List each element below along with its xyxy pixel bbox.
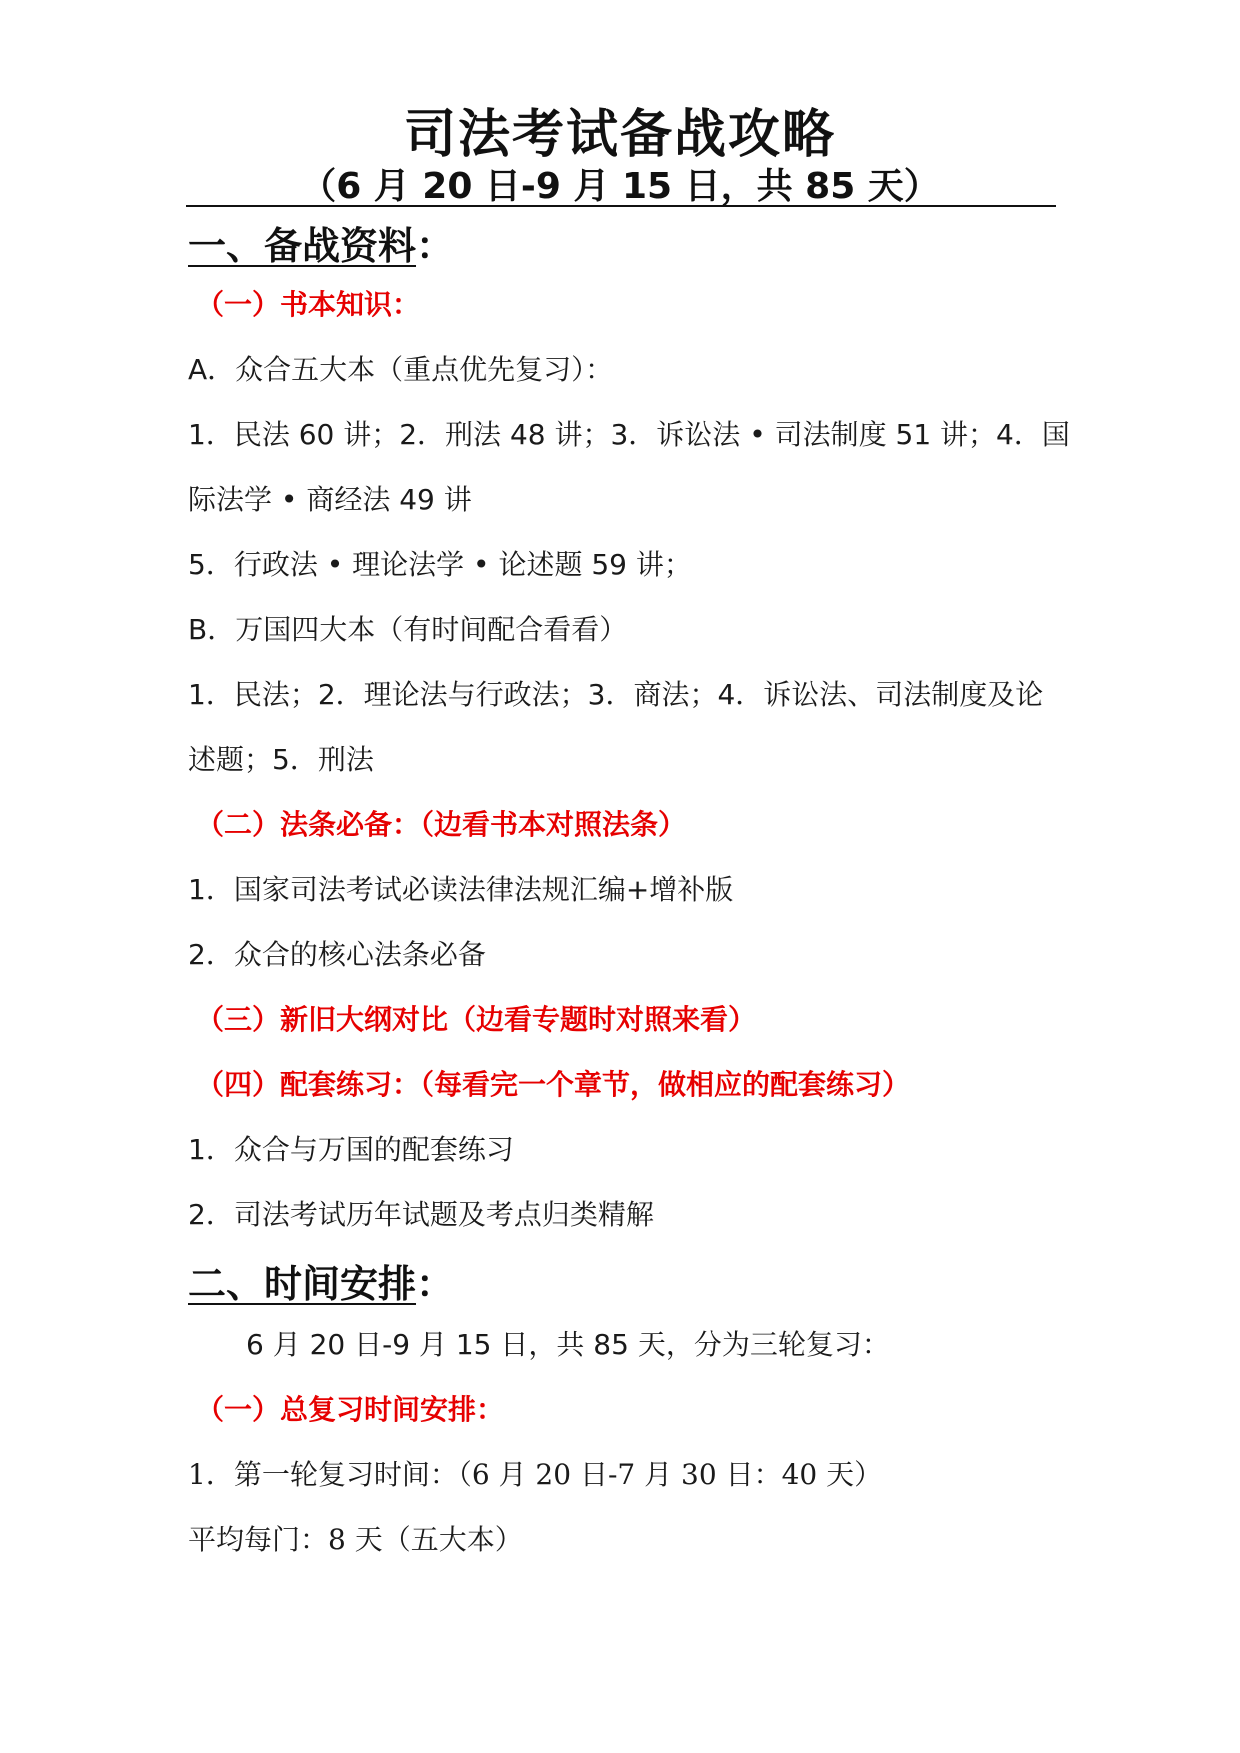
subheading-statutes: （二）法条必备：（边看书本对照法条） [196,808,687,841]
list-item: 平均每门：8 天（五大本） [188,1523,523,1556]
list-item: 1．第一轮复习时间：（6 月 20 日-7 月 30 日：40 天） [188,1458,883,1491]
subheading-overall-schedule: （一）总复习时间安排： [196,1393,505,1426]
subheading-exercises: （四）配套练习：（每看完一个章节，做相应的配套练习） [196,1068,911,1101]
list-item: 1．民法；2．理论法与行政法；3．商法；4．诉讼法、司法制度及论 [188,678,1044,711]
section-heading-1-text: 一、备战资料 [188,224,417,268]
subheading-syllabus: （三）新旧大纲对比（边看专题时对照来看） [196,1003,757,1036]
list-item: 1．国家司法考试必读法律法规汇编+增补版 [188,873,734,906]
subheading-books: （一）书本知识： [196,288,421,321]
list-item: 述题；5．刑法 [188,743,374,776]
section-heading-2-colon: ： [416,1262,455,1306]
page-title: 司法考试备战攻略 [403,105,836,165]
schedule-intro: 6 月 20 日-9 月 15 日，共 85 天，分为三轮复习： [246,1328,890,1361]
list-item: 际法学 • 商经法 49 讲 [188,483,472,516]
list-item: 2．司法考试历年试题及考点归类精解 [188,1198,654,1231]
list-item: 2．众合的核心法条必备 [188,938,486,971]
list-item: A．众合五大本（重点优先复习）： [188,353,614,386]
list-item: 1．众合与万国的配套练习 [188,1133,514,1166]
section-heading-1-colon: ： [416,224,455,268]
list-item: 1．民法 60 讲；2．刑法 48 讲；3．诉讼法 • 司法制度 51 讲；4．国 [188,418,1070,451]
section-heading-2 [188,1253,454,1308]
list-item: 5．行政法 • 理论法学 • 论述题 59 讲； [188,548,692,581]
page-subtitle: （6 月 20 日-9 月 15 日，共 85 天） [300,166,940,207]
section-heading-2-text: 二、时间安排 [188,1262,417,1306]
title-divider [186,205,1056,207]
list-item: B．万国四大本（有时间配合看看） [188,613,628,646]
section-heading-1 [188,215,454,270]
